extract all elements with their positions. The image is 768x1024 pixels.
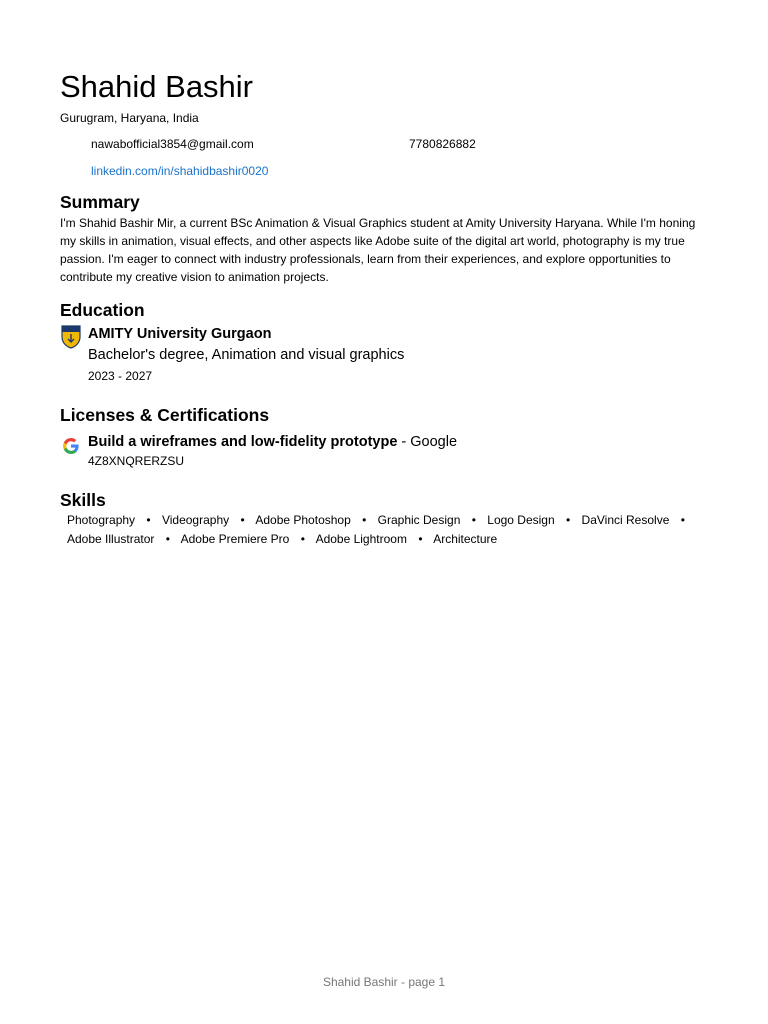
summary-heading: Summary (60, 192, 140, 212)
email-text[interactable]: nawabofficial3854@gmail.com (91, 137, 254, 151)
skills-list (60, 511, 700, 548)
education-school: AMITY University Gurgaon (88, 326, 272, 342)
resume-page (60, 68, 700, 548)
education-degree: Bachelor's degree, Animation and visual graphics (88, 347, 405, 363)
skill-separator: • (418, 531, 423, 546)
location-text: Gurugram, Haryana, India (60, 111, 199, 125)
skill-item: Adobe Photoshop (255, 513, 351, 527)
skill-separator: • (680, 513, 685, 527)
certification-name: Build a wireframes and low-fidelity prototype (88, 434, 398, 450)
education-entry (60, 325, 700, 383)
skill-item: Logo Design (487, 513, 555, 527)
skill-item: Adobe Premiere Pro (180, 531, 290, 546)
resume-name: Shahid Bashir (60, 69, 254, 104)
certification-entry (60, 433, 700, 468)
education-dates: 2023 - 2027 (88, 369, 153, 383)
skill-item: Adobe Lightroom (315, 531, 407, 546)
summary-text: I'm Shahid Bashir Mir, a current BSc Animation & Visual Graphics student at Amity University Haryana. While I'm honing my skills in animation, visual effects, and other aspects like Adobe suite of the digital art world, photography is my true passion. I'm eager to connect with industry professionals, learn from their experiences, and explore opportunities to contribute my creative vision to animation projects. (60, 216, 696, 284)
certification-name-line (88, 433, 700, 451)
education-heading: Education (60, 300, 145, 320)
university-logo-icon (60, 325, 82, 349)
certifications-heading: Licenses & Certifications (60, 405, 270, 425)
skill-separator: • (165, 531, 170, 546)
skill-separator: • (300, 531, 305, 546)
phone-text[interactable]: 7780826882 (409, 137, 476, 151)
skill-separator: • (362, 513, 367, 527)
certification-issuer: - Google (397, 434, 458, 450)
skill-item: Architecture (433, 531, 498, 546)
skill-separator: • (471, 513, 476, 527)
contact-row (60, 137, 700, 151)
skill-item: Graphic Design (377, 513, 461, 527)
skill-item: Adobe Illustrator (67, 531, 155, 546)
google-icon (60, 433, 82, 457)
certification-credential-id: 4Z8XNQRERZSU (88, 454, 185, 468)
skills-heading: Skills (60, 490, 106, 510)
skill-item: Videography (161, 513, 230, 527)
skill-separator: • (240, 513, 245, 527)
page-footer: Shahid Bashir - page 1 (322, 975, 446, 989)
skill-separator: • (146, 513, 151, 527)
skill-item: DaVinci Resolve (581, 513, 670, 527)
skill-separator: • (566, 513, 571, 527)
linkedin-link[interactable]: linkedin.com/in/shahidbashir0020 (91, 164, 269, 178)
skill-item: Photography (67, 513, 136, 527)
